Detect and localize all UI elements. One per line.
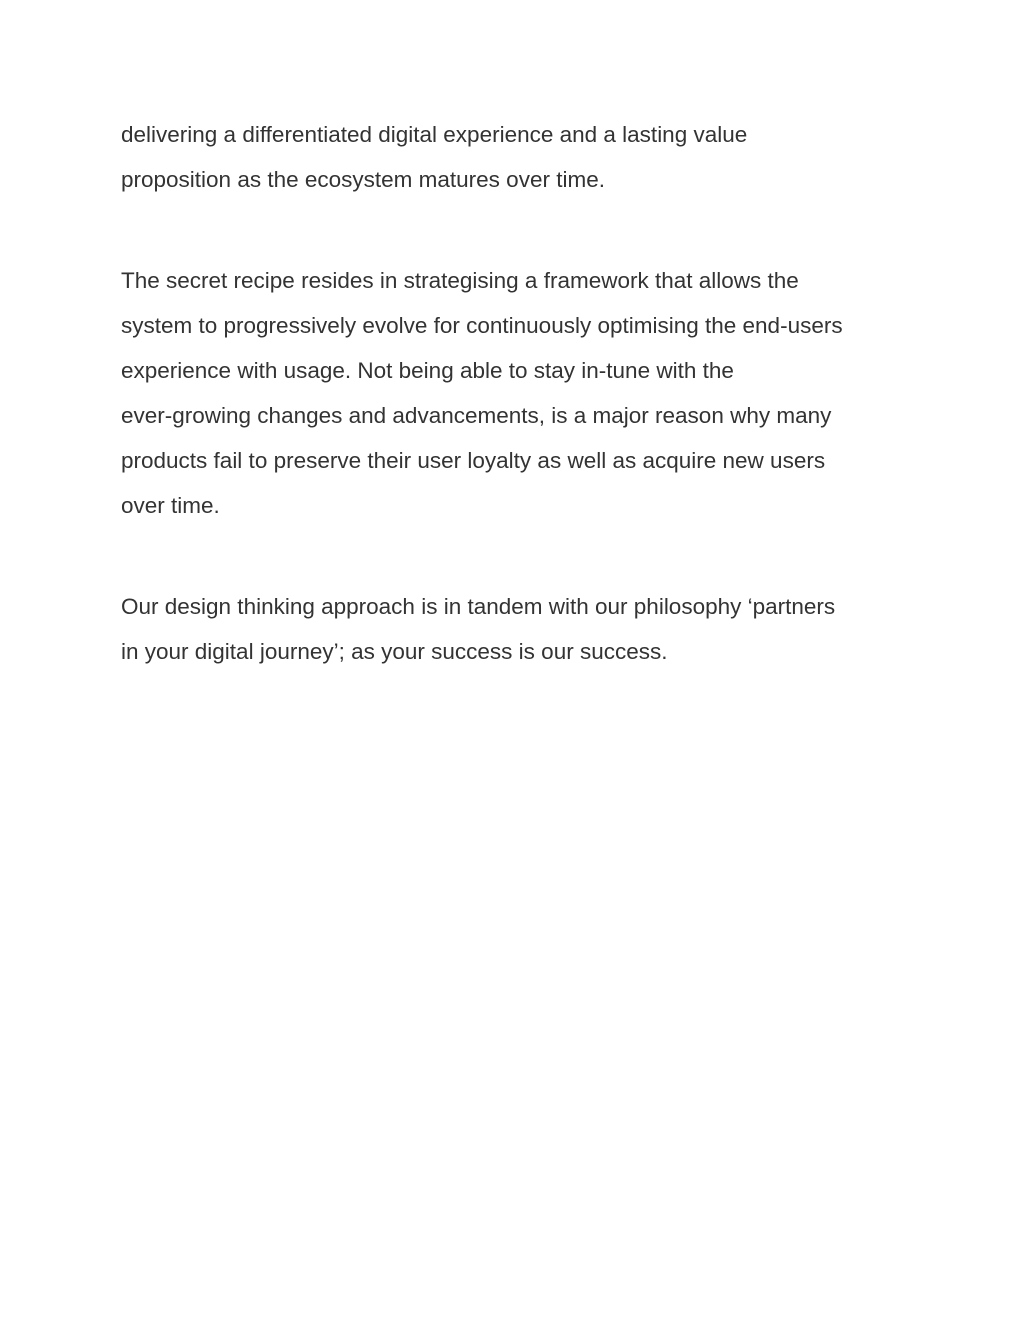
paragraph-2 <box>121 258 911 528</box>
paragraph-line: products fail to preserve their user loyalty as well as acquire new users <box>121 448 826 473</box>
paragraph-line: ever-growing changes and advancements, is a major reason why many <box>121 403 832 428</box>
paragraph-line: The secret recipe resides in strategising a framework that allows the <box>121 268 799 293</box>
paragraph-3 <box>121 584 911 674</box>
paragraph-1 <box>121 112 911 202</box>
paragraph-line: system to progressively evolve for continuously optimising the end-users <box>121 313 843 338</box>
paragraph-line: proposition as the ecosystem matures over time. <box>121 167 605 192</box>
paragraph-line: over time. <box>121 493 220 518</box>
paragraph-line: Our design thinking approach is in tandem with our philosophy ‘partners <box>121 594 836 619</box>
paragraph-line: experience with usage. Not being able to stay in-tune with the <box>121 358 734 383</box>
paragraph-line: delivering a differentiated digital experience and a lasting value <box>121 122 748 147</box>
paragraph-line: in your digital journey’; as your success is our success. <box>121 639 668 664</box>
document-body <box>121 112 911 674</box>
